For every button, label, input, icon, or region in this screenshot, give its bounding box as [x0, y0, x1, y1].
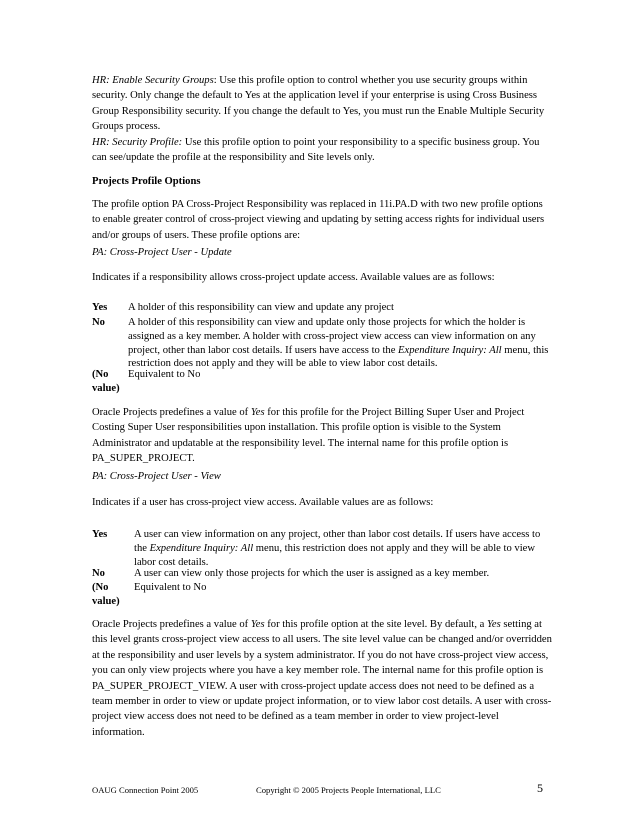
subheading-cross-project-update: PA: Cross-Project User - Update — [92, 247, 232, 258]
value-description: A user can view information on any project, other than labor cost details. If users have access to the Expenditure Inquiry: All menu, this restriction does not apply and they will be able to view labor cost details. — [134, 529, 541, 568]
value-key: No — [92, 317, 105, 328]
section-heading: Projects Profile Options — [92, 176, 201, 187]
value-description: A user can view only those projects for which the user is assigned as a key member. — [134, 568, 490, 579]
term-enable-security-groups: HR: Enable Security Groups — [92, 75, 214, 86]
value-key: (No value) — [92, 582, 120, 607]
subheading-cross-project-view: PA: Cross-Project User - View — [92, 471, 221, 482]
value-description: Equivalent to No — [134, 582, 207, 593]
paragraph-view-default: Oracle Projects predefines a value of Yes for this profile option at the site level. By default, a Yes setting at this level grants cross-project view access to all users. The site level value can be changed and/or overridden at the responsibility and user levels by a system administrator. If you do not have cross-project view access, you can only view projects where you have a key member role. The internal name for this profile option is PA_SUPER_PROJECT_VIEW. A user with cross-project update access does not need to be defined as a team member in order to view or update project information, or to view labor cost details. A user with cross-project view access does not need to be defined as a team member in order to view project-level information. — [92, 619, 552, 738]
value-key: Yes — [92, 302, 108, 313]
paragraph-update-default: Oracle Projects predefines a value of Yes for this profile for the Project Billing Super User and Project Costing Super User responsibilities upon installation. This profile option is visible to the System Administrator and updatable at the responsibility level. The internal name for this profile option is PA_SUPER_PROJECT. — [92, 407, 525, 465]
paragraph-update-description: Indicates if a responsibility allows cross-project update access. Available values are as follows: — [92, 272, 495, 283]
footer-copyright: Copyright © 2005 Projects People International, LLC — [256, 785, 441, 795]
paragraph-enable-security-groups — [92, 73, 552, 135]
page-number: 5 — [537, 781, 543, 795]
paragraph-intro: The profile option PA Cross-Project Responsibility was replaced in 11i.PA.D with two new profile options to enable greater control of cross-project viewing and updating by setting access rights for individual users and/or groups of users. These profile options are: — [92, 199, 545, 241]
value-key: No — [92, 568, 105, 579]
value-description: Equivalent to No — [128, 369, 201, 380]
paragraph-text: : Use this profile option to control whether you use security groups within security. Only change the default to Yes at the application level if your enterprise is using Cross Business Group Responsibility security. If you change the default to Yes, you must run the Enable Multiple Security Groups process. — [92, 75, 545, 133]
value-key: (No value) — [92, 369, 120, 394]
paragraph-security-profile — [92, 135, 552, 166]
paragraph-text: Use this profile option to point your responsibility to a specific business group. You can see/update the profile at the responsibility and Site levels only. — [92, 137, 540, 164]
footer-left: OAUG Connection Point 2005 — [92, 785, 199, 795]
paragraph-view-description: Indicates if a user has cross-project view access. Available values are as follows: — [92, 497, 434, 508]
term-security-profile: HR: Security Profile: — [92, 137, 183, 148]
value-description: A holder of this responsibility can view and update any project — [128, 302, 394, 313]
value-description: A holder of this responsibility can view and update only those projects for which the holder is assigned as a key member. A holder with cross-project view access can view information on any project, other than labor cost details. If users have access to the Expenditure Inquiry: All menu, this restriction does not apply and they will be able to view labor cost details. — [128, 317, 549, 370]
value-key: Yes — [92, 529, 108, 540]
